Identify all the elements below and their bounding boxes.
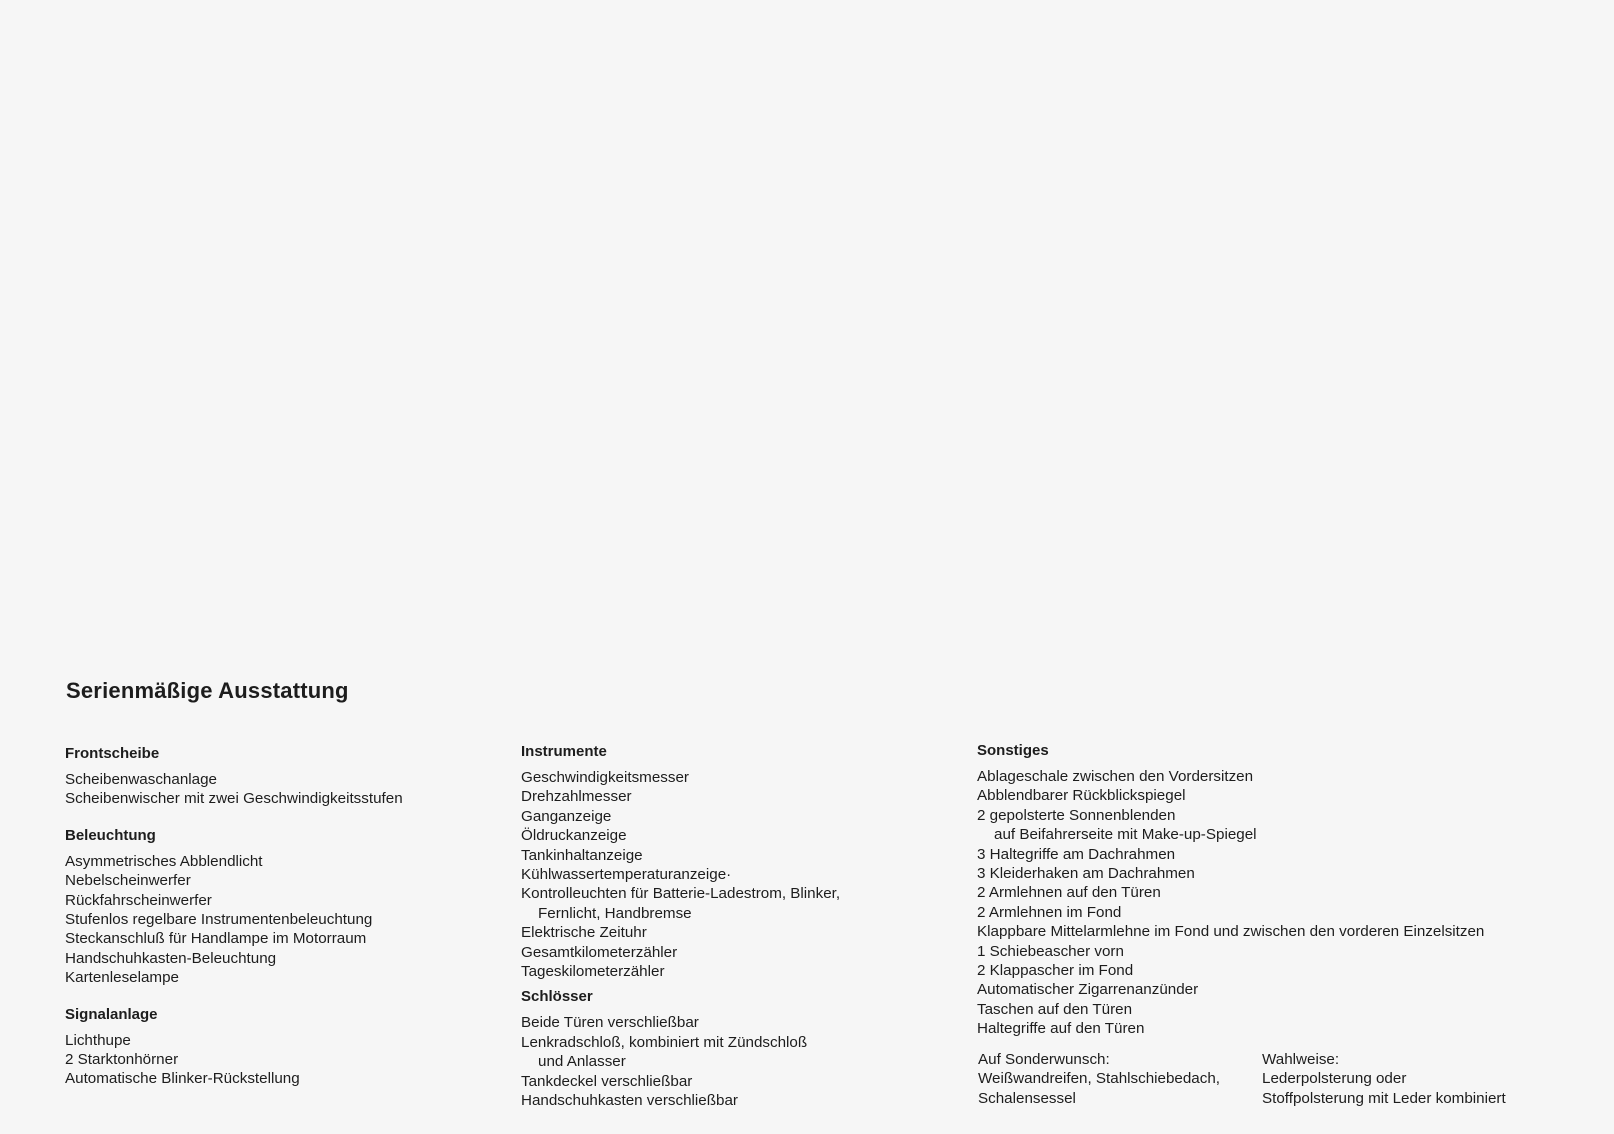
list-item: Automatische Blinker-Rückstellung [65,1070,300,1088]
page-title: Serienmäßige Ausstattung [66,678,349,703]
section-frontscheibe [65,744,505,809]
list-item: Scheibenwischer mit zwei Geschwindigkeitsstufen [65,790,403,808]
section-heading: Sonstiges [977,742,1049,759]
list-item: Geschwindigkeitsmesser [521,769,689,786]
optional-line: Stoffpolsterung mit Leder kombiniert [1262,1089,1506,1107]
list-item: Kontrolleuchten für Batterie-Ladestrom, Blinker, [521,885,841,903]
section-schloesser [521,987,961,1110]
list-item: Fernlicht, Handbremse [538,904,692,922]
list-item: Kartenleselampe [65,969,179,987]
column-right [977,741,1597,1110]
section-signalanlage [65,1005,505,1089]
special-request-line: Schalensessel [978,1089,1076,1107]
list-item: Handschuhkasten-Beleuchtung [65,949,277,967]
list-item: Automatischer Zigarrenanzünder [977,981,1199,999]
list-item: 3 Kleiderhaken am Dachrahmen [977,865,1195,883]
optional-block [1262,1050,1506,1108]
column-left [65,744,505,1089]
list-item: 1 Schiebeascher vorn [977,942,1124,960]
list-item: Tankdeckel verschließbar [521,1072,693,1090]
list-item: 2 Armlehnen auf den Türen [977,884,1161,902]
section-instrumente [521,742,961,981]
list-item: und Anlasser [538,1053,626,1071]
extras [977,1050,1597,1110]
section-beleuchtung [65,826,505,988]
list-item: Tageskilometerzähler [521,963,665,981]
list-item: Lenkradschloß, kombiniert mit Zündschloß [521,1033,808,1051]
special-request-block [978,1050,1220,1108]
section-sonstiges [977,741,1597,1039]
list-item: Stufenlos regelbare Instrumentenbeleuchtung [65,911,373,929]
list-item: auf Beifahrerseite mit Make-up-Spiegel [994,826,1257,844]
list-item: Elektrische Zeituhr [521,924,647,942]
optional-label: Wahlweise: [1262,1050,1340,1068]
list-item: 2 Armlehnen im Fond [977,903,1122,921]
list-item: Haltegriffe auf den Türen [977,1020,1145,1038]
list-item: Beide Türen verschließbar [521,1014,699,1032]
list-item: Ganganzeige [521,807,612,825]
special-request-line: Weißwandreifen, Stahlschiebedach, [978,1070,1221,1088]
list-item: Lichthupe [65,1031,131,1049]
item-list [521,1013,961,1110]
item-list [65,1031,505,1089]
list-item: Rückfahrscheinwerfer [65,891,212,909]
optional-line: Lederpolsterung oder [1262,1070,1407,1088]
section-heading: Schlösser [521,988,593,1006]
list-item: Scheibenwaschanlage [65,771,217,788]
list-item: Tankinhaltanzeige [521,846,643,864]
list-item: Handschuhkasten verschließbar [521,1092,738,1110]
list-item: 2 Klappascher im Fond [977,962,1134,980]
list-item: Nebelscheinwerfer [65,872,191,890]
item-list [977,767,1597,1039]
section-heading: Frontscheibe [65,745,160,762]
section-heading: Signalanlage [65,1005,158,1023]
list-item: Gesamtkilometerzähler [521,943,678,961]
section-heading: Beleuchtung [65,826,156,844]
list-item: 2 gepolsterte Sonnenblenden [977,806,1176,824]
list-item: Asymmetrisches Abblendlicht [65,852,263,870]
item-list [521,768,961,981]
list-item: 3 Haltegriffe am Dachrahmen [977,845,1176,863]
list-item: Öldruckanzeige [521,827,627,845]
list-item: Drehzahlmesser [521,788,632,806]
list-item: Steckanschluß für Handlampe im Motorraum [65,930,367,948]
list-item: Klappbare Mittelarmlehne im Fond und zwischen den vorderen Einzelsitzen [977,923,1485,941]
list-item: Taschen auf den Türen [977,1000,1133,1018]
list-item: 2 Starktonhörner [65,1051,179,1069]
column-middle [521,742,961,1111]
list-item: Abblendbarer Rückblickspiegel [977,787,1186,805]
list-item: Kühlwassertemperaturanzeige· [521,866,732,884]
item-list [65,852,505,988]
list-item: Ablageschale zwischen den Vordersitzen [977,768,1254,785]
item-list [65,770,505,809]
section-heading: Instrumente [521,743,607,760]
special-request-label: Auf Sonderwunsch: [978,1050,1110,1068]
